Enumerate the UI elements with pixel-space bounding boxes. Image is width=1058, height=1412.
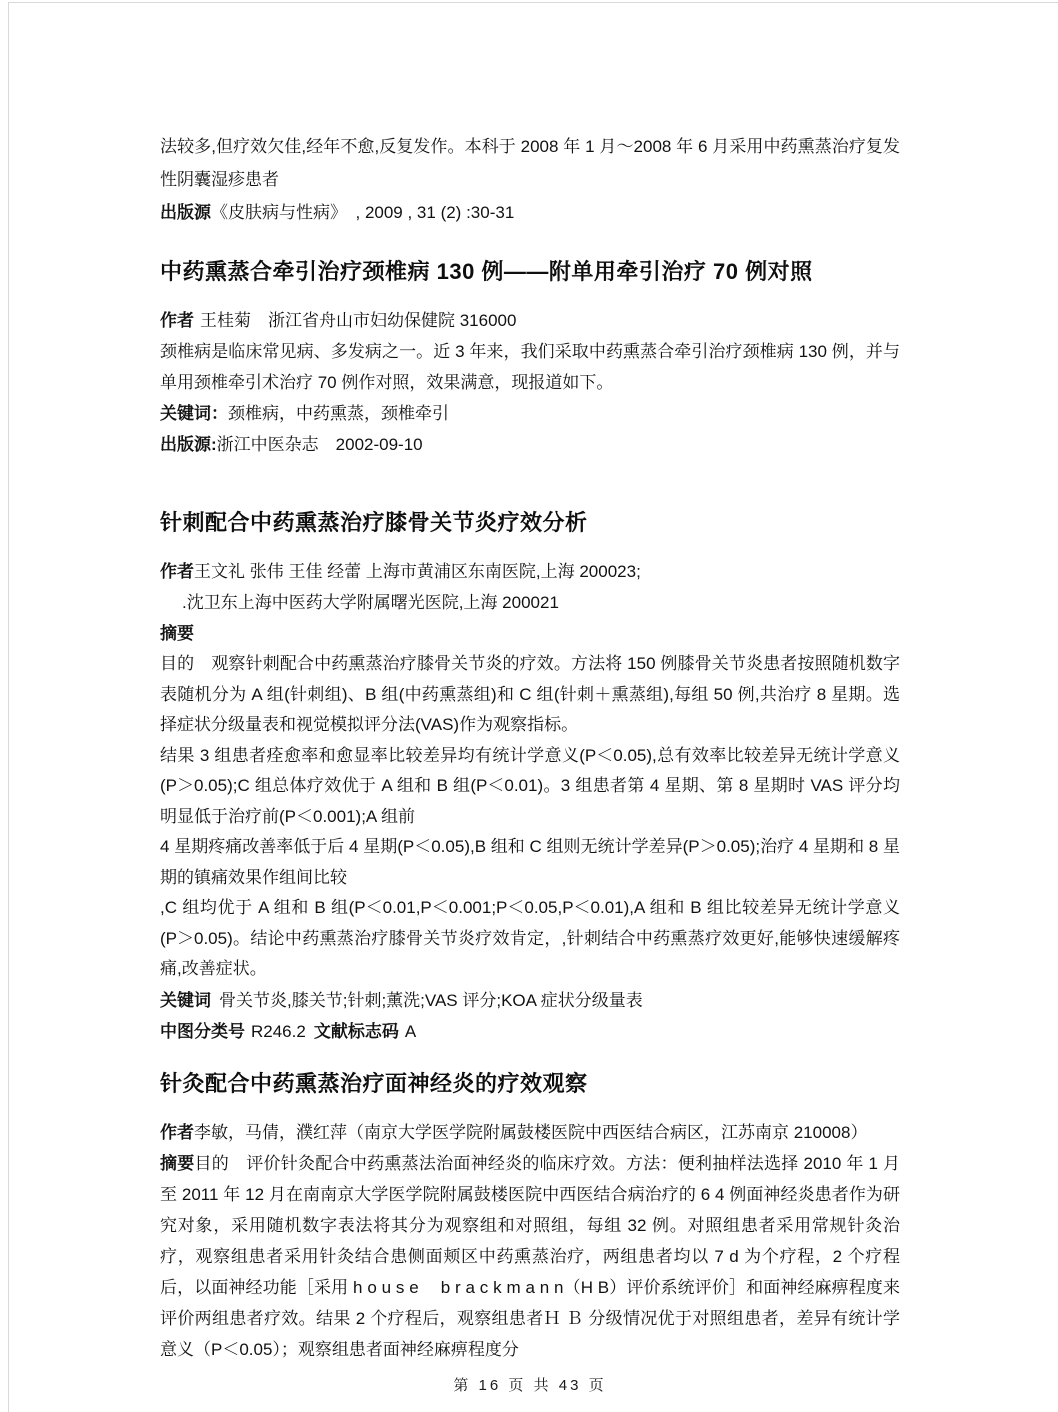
abstract-label: 摘要 (160, 624, 194, 643)
author-label: 作者 (160, 311, 194, 330)
keywords-line (160, 398, 900, 429)
page-footer (160, 1375, 900, 1397)
article-entry-knee-osteoarthritis (160, 506, 900, 1047)
article-abstract (160, 649, 900, 985)
abstract-paragraph-4: ,C 组均优于 A 组和 B 组(P＜0.01,P＜0.001;P＜0.05,P＜0.01),A 组和 B 组比较差异无统计学意义(P＞0.05)。结论中药熏蒸治疗膝骨关节炎疗效肯定，,针刺结合中药熏蒸疗效更好,能够快速缓解疼痛,改善症状。 (160, 898, 900, 978)
source-value: 浙江中医杂志 2002-09-10 (216, 435, 423, 454)
doc-code-value: A (404, 1021, 417, 1041)
author-label: 作者 (160, 1122, 194, 1142)
author-line-1 (160, 556, 900, 587)
author-value-line1: 王文礼 张伟 王佳 经蕾 上海市黄浦区东南医院,上海 200023; (194, 562, 641, 581)
author-line (160, 1117, 900, 1148)
keywords-value: 骨关节炎,膝关节;针刺;薰洗;VAS 评分;KOA 症状分级量表 (219, 990, 643, 1010)
source-line (160, 429, 900, 460)
keywords-label: 关键词： (160, 404, 228, 423)
article-entry-cervical-spondylosis (160, 255, 900, 460)
author-value: 王桂菊 浙江省舟山市妇幼保健院 316000 (200, 311, 517, 330)
author-line-2: .沈卫东上海中医药大学附属曙光医院,上海 200021 (182, 593, 559, 612)
abstract-value: 目的 评价针灸配合中药熏蒸法治面神经炎的临床疗效。方法：便利抽样法选择 2010 年 1 月至 2011 年 12 月在南南京大学医学院附属鼓楼医院中西医结合病治疗的 6 4 例面神经炎患者作为研究对象，采用随机数字表法将其分为观察组和对照组，每组 32 例。对照组患者采用常规针灸治疗，观察组患者采用针灸结合患侧面颊区中药熏蒸治疗，两组患者均以 7 d 为个疗程，2 个疗程后，以面神经功能［采用 h o u s e b r a c k m a n n（H B）评价系统评价］和面神经麻痹程度来评价两组患者疗效。结果 2 个疗程后，观察组患者Ｈ Ｂ 分级情况优于对照组患者，差异有统计学意义（P＜0.05）；观察组患者面神经麻痹程度分 (160, 1153, 900, 1359)
clc-value: R246.2 (251, 1021, 306, 1041)
page-number-text: 第 16 页 共 43 页 (453, 1376, 607, 1394)
keywords-label: 关键词 (160, 990, 211, 1010)
keywords-line (160, 985, 900, 1016)
doc-code-label: 文献标志码 (313, 1021, 399, 1041)
keywords-value: 颈椎病，中药熏蒸，颈椎牵引 (228, 404, 449, 423)
author-value: 李敏，马倩，濮红萍（南京大学医学院附属鼓楼医院中西医结合病区，江苏南京 210008） (194, 1122, 868, 1142)
source-label: 出版源: (160, 435, 217, 454)
page-edge-left-line (8, 2, 9, 1412)
abstract-paragraph-2: 结果 3 组患者痊愈率和愈显率比较差异均有统计学意义(P＜0.05),总有效率比较差异无统计学意义(P＞0.05);C 组总体疗效优于 A 组和 B 组(P＜0.01)。3 组患者第 4 星期、第 8 星期时 VAS 评分均明显低于治疗前(P＜0.001);A 组前 (160, 745, 900, 826)
article-title: 针刺配合中药熏蒸治疗膝骨关节炎疗效分析 (160, 510, 588, 535)
abstract-paragraph-1: 目的 观察针刺配合中药熏蒸治疗膝骨关节炎的疗效。方法将 150 例膝骨关节炎患者按照随机数字表随机分为 A 组(针刺组)、B 组(中药熏蒸组)和 C 组(针刺＋熏蒸组),每组 50 例,共治疗 8 星期。选择症状分级量表和视觉模拟评分法(VAS)作为观察指标。 (160, 654, 900, 734)
source-value: 《皮肤病与性病》 , 2009 , 31 (2) :30-31 (211, 203, 515, 222)
author-label: 作者 (160, 562, 194, 581)
clc-label: 中图分类号 (160, 1021, 245, 1041)
abstract-paragraph-3: 4 星期疼痛改善率低于后 4 星期(P＜0.05),B 组和 C 组则无统计学差异(P＞0.05);治疗 4 星期和 8 星期的镇痛效果作组间比较 (160, 837, 900, 887)
abstract-label-line (160, 618, 900, 649)
classification-line (160, 1016, 900, 1047)
article-snippet-text: 法较多,但疗效欠佳,经年不愈,反复发作。本科于 2008 年 1 月～2008 年 6 月采用中药熏蒸治疗复发性阴囊湿疹患者 (160, 137, 900, 189)
article-entry-scrotal-eczema (160, 130, 900, 229)
source-label: 出版源 (160, 203, 211, 222)
article-entry-facial-neuritis (160, 1067, 900, 1365)
abstract-label: 摘要 (160, 1153, 195, 1173)
article-abstract-text: 颈椎病是临床常见病、多发病之一。近 3 年来，我们采取中药熏蒸合牵引治疗颈椎病 130 例，并与单用颈椎牵引术治疗 70 例作对照，效果满意，现报道如下。 (160, 342, 900, 392)
page-edge-top-line (8, 2, 1058, 3)
article-title: 中药熏蒸合牵引治疗颈椎病 130 例——附单用牵引治疗 70 例对照 (160, 259, 813, 284)
author-line (160, 305, 900, 336)
source-line (160, 196, 900, 229)
article-title: 针灸配合中药熏蒸治疗面神经炎的疗效观察 (160, 1070, 588, 1096)
article-abstract-text (160, 1148, 900, 1365)
